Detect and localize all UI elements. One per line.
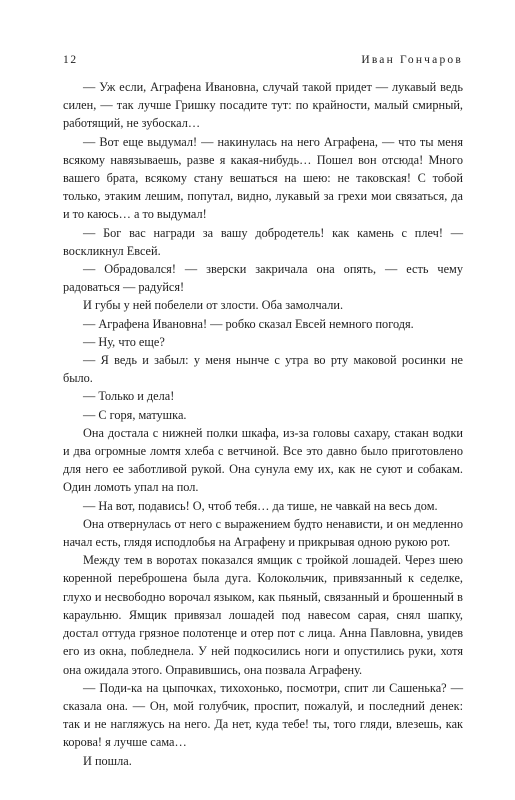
- paragraph: — Ну, что еще?: [83, 334, 165, 349]
- paragraph: И пошла.: [83, 753, 132, 768]
- paragraph: — Аграфена Ивановна! — робко сказал Евсей немного погодя.: [83, 316, 414, 331]
- running-head: [63, 54, 463, 70]
- paragraph: Она отвернулась от него с выражением будто ненависти, и он медленно начал есть, глядя исподлобья на Аграфену и прикрывая одною рукою рот.: [63, 516, 463, 550]
- page-number: 12: [63, 54, 78, 66]
- paragraph: — Поди-ка на цыпочках, тихохонько, посмотри, спит ли Сашенька? — сказала она. — Он, мой голубчик, проспит, пожалуй, и последний денек: так и не нагляжусь на него. Да нет, куда тебе! ты, того гляди, влезешь, как корова! я лучше сама…: [63, 680, 463, 750]
- paragraph: И губы у ней побелели от злости. Оба замолчали.: [83, 298, 344, 313]
- paragraph: Она достала с нижней полки шкафа, из-за головы сахару, стакан водки и два огромные ломтя хлеба с ветчиной. Все это давно было приготовлено для него ее заботливой рукой. Она сунула ему их, как не суют и собакам. Один ломоть упал на пол.: [63, 425, 463, 495]
- paragraph: — На вот, подавись! О, чтоб тебя… да тише, не чавкай на весь дом.: [83, 498, 438, 513]
- paragraph: — Уж если, Аграфена Ивановна, случай такой придет — лукавый ведь силен, — так лучше Гришку посадите тут: по крайности, малый смирный, работящий, не зубоскал…: [63, 80, 463, 131]
- author-name: Иван Гончаров: [361, 54, 463, 66]
- paragraph: Между тем в воротах показался ямщик с тройкой лошадей. Через шею коренной переброшена была дуга. Колокольчик, привязанный к седелке, глухо и несвободно ворочал языком, как пьяный, связанный и брошенный в караульню. Ямщик привязал лошадей под навесом сарая, снял шапку, достал оттуда грязное полотенце и отер пот с лица. Анна Павловна, увидев его из окна, побледнела. У ней подкосились ноги и опустились руки, хотя она ожидала этого. Оправившись, она позвала Аграфену.: [63, 553, 463, 677]
- paragraph: — Вот еще выдумал! — накинулась на него Аграфена, — что ты меня всякому навязываешь, разве я какая-нибудь… Пошел вон отсюда! Много вашего брата, всякому стану вешаться на шею: не таковская! С тобой только, этаким лешим, попутал, видно, лукавый за грехи мои связаться, да и то каюсь… а то выдумал!: [63, 134, 463, 222]
- paragraph: — Бог вас награди за вашу добродетель! как камень с плеч! — воскликнул Евсей.: [63, 225, 463, 258]
- paragraph: — Обрадовался! — зверски закричала она опять, — есть чему радоваться — радуйся!: [63, 262, 463, 295]
- paragraph: — Я ведь и забыл: у меня нынче с утра во рту маковой росинки не было.: [63, 353, 463, 386]
- paragraph: — С горя, матушка.: [83, 407, 187, 422]
- paragraph: — Только и дела!: [83, 389, 175, 404]
- main-text: [63, 78, 463, 770]
